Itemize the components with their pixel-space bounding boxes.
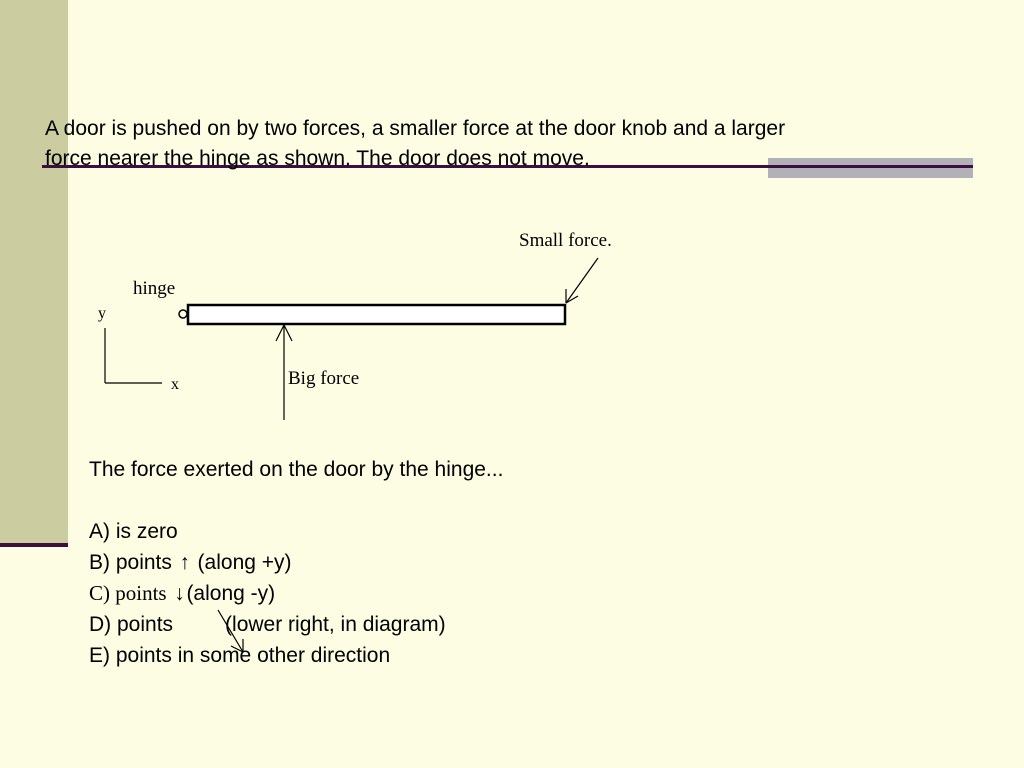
choice-e: E) points in some other direction xyxy=(89,644,391,667)
y-axis-label: y xyxy=(98,305,106,322)
hinge-circle xyxy=(179,310,187,318)
xy-axes xyxy=(105,328,162,383)
choice-b-suffix: (along +y) xyxy=(191,551,292,574)
choice-b-prefix: B) points xyxy=(89,551,172,574)
up-arrow-icon: ↑ xyxy=(179,551,190,574)
door-rectangle xyxy=(188,305,565,324)
question-block xyxy=(89,454,789,671)
x-axis-label: x xyxy=(171,376,179,393)
choice-c-prefix: C) points xyxy=(89,581,167,605)
question-prompt: The force exerted on the door by the hinge... xyxy=(89,458,504,481)
small-force-label: Small force. xyxy=(519,230,612,251)
choice-c-suffix: (along -y) xyxy=(186,582,276,605)
choice-c xyxy=(89,578,789,609)
choice-b xyxy=(89,547,789,578)
choice-a: A) is zero xyxy=(89,520,178,543)
choice-d xyxy=(89,609,789,640)
intro-paragraph: A door is pushed on by two forces, a smaller force at the door knob and a larger force nearer the hinge as shown. The door does not move. xyxy=(45,117,786,170)
big-force-label: Big force xyxy=(288,368,360,389)
choice-d-suffix: (lower right, in diagram) xyxy=(225,613,446,636)
hinge-label: hinge xyxy=(133,278,176,299)
small-force-arrow xyxy=(566,258,598,303)
down-arrow-icon: ↓ xyxy=(174,582,185,605)
choice-d-prefix: D) points xyxy=(89,613,174,636)
